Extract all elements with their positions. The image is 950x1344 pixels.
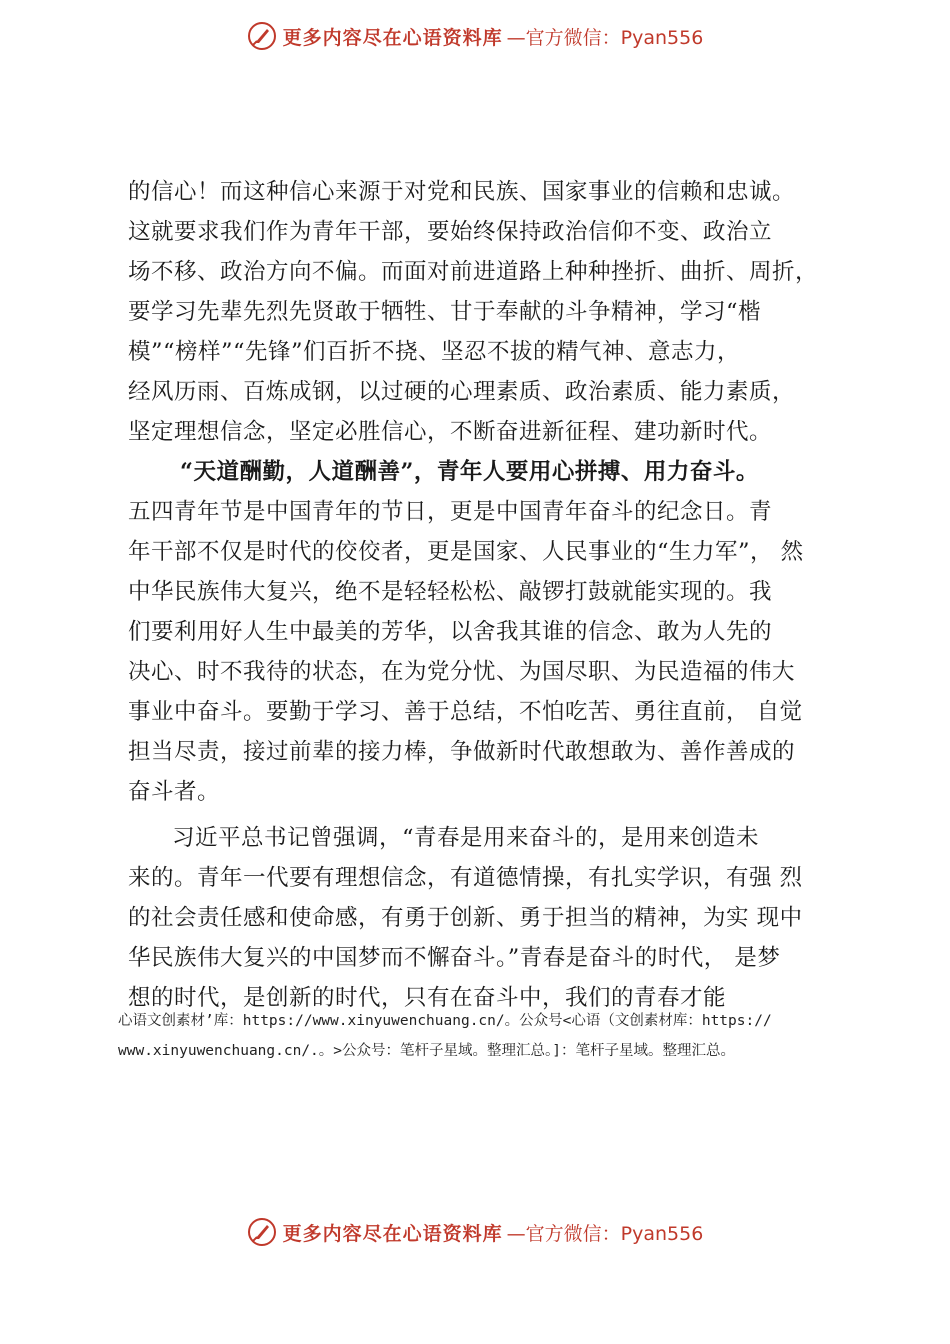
source-note-line-1: 心语文创素材’库：https://www.xinyuwenchuang.cn/。公众号<心语（文创素材库：https:// (118, 1013, 772, 1029)
header-banner (0, 16, 950, 56)
body-line: 担当尽责，接过前辈的接力棒，争做新时代敢想敢为、善作善成的 (128, 739, 796, 765)
body-line: 五四青年节是中国青年的节日，更是中国青年奋斗的纪念日。青 (128, 499, 773, 525)
body-line: 事业中奋斗。要勤于学习、善于总结，不怕吃苦、勇往直前， 自觉 (128, 699, 803, 725)
body-line: 决心、时不我待的状态，在为党分忧、为国尽职、为民造福的伟大 (128, 659, 796, 685)
body-line: 场不移、政治方向不偏。而面对前进道路上种种挫折、曲折、周折， (128, 259, 819, 285)
body-line: 奋斗者。 (128, 779, 221, 805)
body-line: 想的时代，是创新的时代，只有在奋斗中，我们的青春才能 (128, 985, 727, 1011)
body-line: 要学习先辈先烈先贤敢于牺牲、甘于奉献的斗争精神，学习“楷 (128, 299, 762, 325)
footer-banner (0, 1212, 950, 1252)
body-line: 华民族伟大复兴的中国梦而不懈奋斗。”青春是奋斗的时代， 是梦 (128, 945, 781, 971)
header-banner-text: 更多内容尽在心语资料库 (282, 26, 503, 49)
quill-pen-logo-icon (247, 1217, 277, 1247)
body-line: 经风历雨、百炼成钢，以过硬的心理素质、政治素质、能力素质， (128, 379, 796, 405)
article-body (128, 172, 858, 1018)
body-line: 的信心！而这种信心来源于对党和民族、国家事业的信赖和忠诚。 (128, 179, 796, 205)
quill-pen-logo-icon (247, 21, 277, 51)
body-line: 中华民族伟大复兴，绝不是轻轻松松、敲锣打鼓就能实现的。我 (128, 579, 773, 605)
body-line: 们要利用好人生中最美的芳华，以舍我其谁的信念、敢为人先的 (128, 619, 773, 645)
source-note-line-2: www.xinyuwenchuang.cn/.。>公众号：笔杆子星域。整理汇总。]：笔杆子星域。整理汇总。 (118, 1043, 735, 1059)
section-heading: “天道酬勤，人道酬善”，青年人要用心拼搏、用力奋斗。 (180, 459, 759, 485)
footer-banner-text: 更多内容尽在心语资料库 (282, 1222, 503, 1245)
footer-banner-contact: —官方微信：Pyan556 (506, 1222, 704, 1245)
body-line: 年干部不仅是时代的佼佼者，更是国家、人民事业的“生力军”， 然 (128, 539, 804, 565)
paragraph-start-line: 习近平总书记曾强调，“青春是用来奋斗的，是用来创造未 (172, 825, 760, 851)
body-line: 的社会责任感和使命感，有勇于创新、勇于担当的精神，为实 现中 (128, 905, 803, 931)
body-line: 坚定理想信念，坚定必胜信心，不断奋进新征程、建功新时代。 (128, 419, 773, 445)
body-line: 模”“榜样”“先锋”们百折不挠、坚忍不拔的精气神、意志力， (128, 339, 741, 365)
source-note (118, 1006, 858, 1066)
body-line: 这就要求我们作为青年干部，要始终保持政治信仰不变、政治立 (128, 219, 773, 245)
header-banner-contact: —官方微信：Pyan556 (506, 26, 704, 49)
body-line: 来的。青年一代要有理想信念，有道德情操，有扎实学识，有强 烈 (128, 865, 803, 891)
